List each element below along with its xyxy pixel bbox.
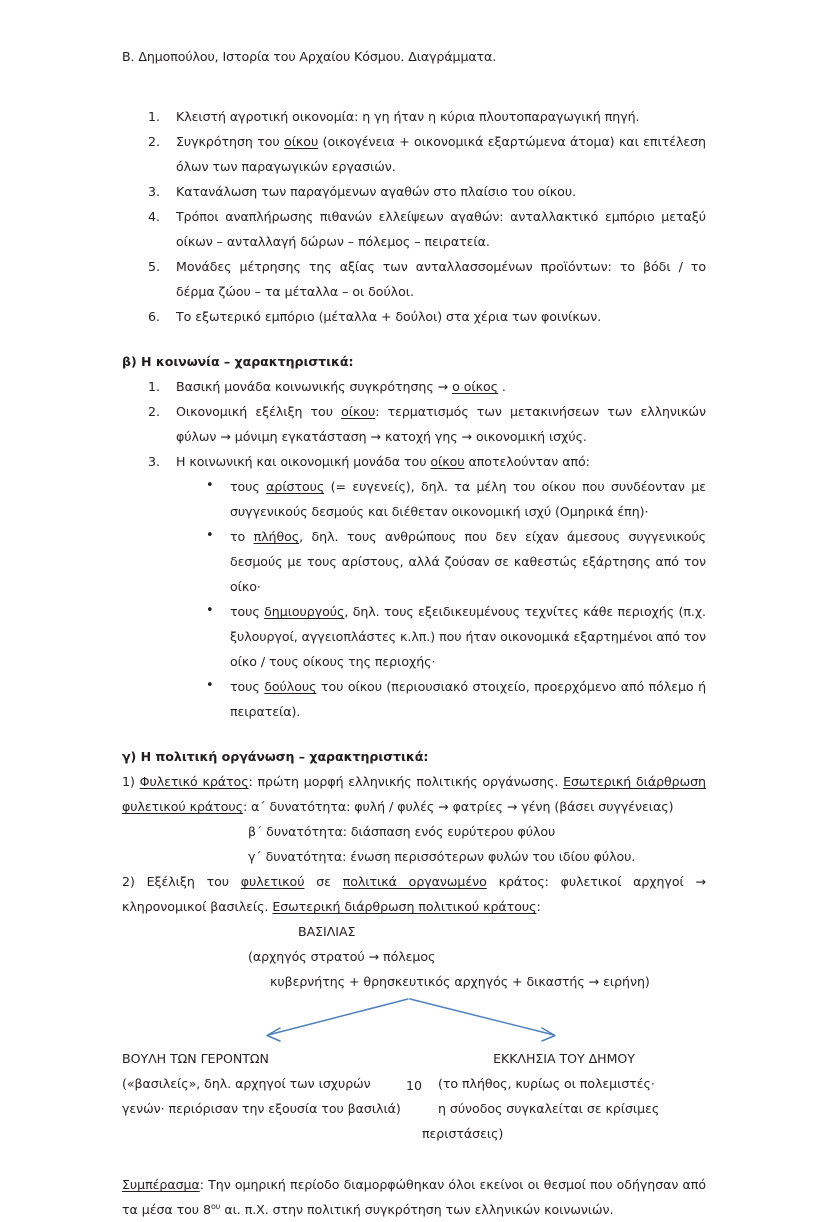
section-b-heading: β) Η κοινωνία – χαρακτηριστικά:	[122, 354, 354, 370]
list-item	[176, 449, 706, 474]
section-a-list	[122, 104, 706, 329]
list-item	[230, 674, 706, 724]
list-item: Το εξωτερικό εμπόριο (μέταλλα + δούλοι) στα χέρια των φοινίκων.	[176, 309, 602, 325]
king-node	[122, 919, 706, 994]
conclusion-paragraph	[122, 1172, 706, 1222]
assembly-line-1: (το πλήθος, κυρίως οι πολεμιστές·	[438, 1076, 655, 1092]
bullet-emphasis: δούλους	[264, 679, 317, 695]
spacer	[122, 1146, 706, 1172]
paragraph-text-2: κράτος: φυλετικοί αρχηγοί → κληρονομικοί βασιλείς.	[122, 874, 706, 915]
bullet-emphasis: δημιουργούς	[264, 604, 345, 620]
list-item: Κατανάλωση των παραγόμενων αγαθών στο πλαίσιο του οίκου.	[176, 184, 577, 200]
list-item: Τρόποι αναπλήρωσης πιθανών ελλείψεων αγαθών: ανταλλακτικό εμπόριο μεταξύ οίκων – ανταλλαγή δώρων – πόλεμος – πειρατεία.	[176, 209, 706, 250]
assembly-title: ΕΚΚΛΗΣΙΑ ΤΟΥ ΔΗΜΟΥ	[493, 1051, 635, 1067]
bullet-text-before: το	[230, 529, 254, 545]
paragraph-emphasis-3: Εσωτερική διάρθρωση πολιτικού κράτους	[272, 899, 537, 915]
king-detail-peace: κυβερνήτης + θρησκευτικός αρχηγός + δικαστής → ειρήνη)	[270, 974, 650, 990]
conclusion-text-before: : Την ομηρική περίοδο διαμορφώθηκαν όλοι εκείνοι οι θεσμοί που οδήγησαν από τα μέσα του 8	[122, 1177, 706, 1218]
list-item-text-after: .	[497, 379, 506, 395]
list-item-text-before: Βασική μονάδα κοινωνικής συγκρότησης →	[176, 379, 453, 395]
list-item: Μονάδες μέτρησης της αξίας των ανταλλασσομένων προϊόντων: το βόδι / το δέρμα ζώου – τα μέταλλα – οι δούλοι.	[176, 259, 706, 300]
paragraph-text-0: Εξέλιξη του	[146, 874, 241, 890]
arrow-diagram-icon	[122, 994, 706, 1046]
bullet-text-before: τους	[230, 679, 265, 695]
section-b-bullets	[122, 474, 706, 724]
section-b-list	[122, 374, 706, 474]
list-item-text-after: (οικογένεια + οικονομικά εξαρτώμενα άτομα) και επιτέλεση όλων των παραγωγικών εργασιών.	[176, 134, 706, 175]
branch-columns	[122, 1046, 706, 1146]
list-item-emphasis: οίκου	[284, 134, 319, 150]
list-item: Κλειστή αγροτική οικονομία: η γη ήταν η κύρια πλουτοπαραγωγική πηγή.	[176, 109, 640, 125]
bullet-text-after: (= ευγενείς), δηλ. τα μέλη του οίκου που συνδέονταν με συγγενικούς δεσμούς και διέθεταν οικονομική ισχύ (Ομηρικά έπη)·	[230, 479, 707, 520]
bullet-emphasis: πλήθος	[253, 529, 300, 545]
list-item	[176, 129, 706, 179]
list-item-text-before: Οικονομική εξέλιξη του	[176, 404, 342, 420]
list-item	[176, 374, 706, 399]
section-c-heading: γ) Η πολιτική οργάνωση – χαρακτηριστικά:	[122, 749, 429, 765]
document-content	[122, 48, 706, 1222]
paragraph-emphasis-2: Εσωτερική διάρθρωση φυλετικού κράτους	[122, 774, 706, 815]
council-of-elders-block	[122, 1046, 422, 1146]
conclusion-label: Συμπέρασμα	[122, 1177, 200, 1193]
spacer	[122, 724, 706, 744]
king-detail-war: (αρχηγός στρατού → πόλεμος	[248, 949, 436, 965]
paragraph-marker: 2)	[122, 874, 147, 890]
branch-arrows	[122, 994, 706, 1046]
list-item-text-before: Συγκρότηση του	[176, 134, 285, 150]
king-title: ΒΑΣΙΛΙΑΣ	[298, 924, 356, 940]
assembly-line-2: η σύνοδος συγκαλείται σε κρίσιμες	[438, 1101, 660, 1117]
paragraph-emphasis-2: πολιτικά οργανωμένο	[342, 874, 487, 890]
paragraph-emphasis-1: φυλετικού	[240, 874, 305, 890]
list-item-text-after: : τερματισμός των μετακινήσεων των ελληνικών φύλων → μόνιμη εγκατάσταση → κατοχή γης → οικονομική ισχύς.	[176, 404, 706, 445]
list-item-emphasis: οίκου	[341, 404, 376, 420]
list-item	[230, 524, 706, 599]
list-item-text-after: αποτελούνταν από:	[464, 454, 590, 470]
paragraph-text-2: : α΄ δυνατότητα: φυλή / φυλές → φατρίες → γένη (βάσει συγγένειας)	[242, 799, 674, 815]
council-line-2: γενών· περιόρισαν την εξουσία του βασιλιά)	[122, 1101, 401, 1117]
conclusion-text-after: αι. π.Χ. στην πολιτική συγκρότηση των ελληνικών κοινωνιών.	[220, 1202, 614, 1218]
bullet-text-after: , δηλ. τους εξειδικευμένους τεχνίτες κάθε περιοχής (π.χ. ξυλουργοί, αγγειοπλάστες κ.λπ.) που ήταν οικονομικά εξαρτημένοι από τον οίκο / τους οίκους της περιοχής·	[230, 604, 706, 670]
council-title: ΒΟΥΛΗ ΤΩΝ ΓΕΡΟΝΤΩΝ	[122, 1051, 269, 1067]
list-item-text-before: Η κοινωνική και οικονομική μονάδα του	[176, 454, 431, 470]
paragraph-text-1: : πρώτη μορφή ελληνικής πολιτικής οργάνωσης.	[248, 774, 564, 790]
paragraph-text-3: :	[536, 899, 541, 915]
assembly-of-people-block	[422, 1046, 706, 1146]
bullet-text-before: τους	[230, 479, 267, 495]
bullet-text-after: του οίκου (περιουσιακό στοιχείο, προερχόμενο από πόλεμο ή πειρατεία).	[230, 679, 707, 720]
list-item	[230, 599, 706, 674]
paragraph-emphasis-1: Φυλετικό κράτος	[139, 774, 249, 790]
possibility-line-b: β΄ δυνατότητα: διάσπαση ενός ευρύτερου φύλου	[248, 824, 556, 840]
possibility-line-c: γ΄ δυνατότητα: ένωση περισσότερων φυλών του ιδίου φύλου.	[248, 849, 636, 865]
bullet-emphasis: αρίστους	[266, 479, 325, 495]
section-c-paragraph-2	[122, 869, 706, 919]
conclusion-superscript: ου	[210, 1202, 221, 1212]
list-item-emphasis: ο οίκος	[452, 379, 498, 395]
paragraph-text-1: σε	[304, 874, 343, 890]
section-c-paragraph-1	[122, 769, 706, 819]
council-line-1: («βασιλείς», δηλ. αρχηγοί των ισχυρών	[122, 1076, 371, 1092]
page-number: 10	[405, 1078, 423, 1093]
bullet-text-after: , δηλ. τους ανθρώπους που δεν είχαν άμεσους συγγενικούς δεσμούς με τους αρίστους, αλλά ζούσαν σε καθεστώς εξάρτησης από τον οίκο·	[230, 529, 707, 595]
list-item	[176, 399, 706, 449]
document-header: Β. Δημοπούλου, Ιστορία του Αρχαίου Κόσμου. Διαγράμματα.	[122, 49, 497, 64]
bullet-text-before: τους	[230, 604, 265, 620]
paragraph-marker: 1)	[122, 774, 140, 790]
spacer	[122, 329, 706, 349]
assembly-line-3: περιστάσεις)	[422, 1126, 504, 1142]
list-item	[230, 474, 706, 524]
section-c-sub-lines	[122, 819, 706, 869]
list-item-emphasis: οίκου	[430, 454, 465, 470]
